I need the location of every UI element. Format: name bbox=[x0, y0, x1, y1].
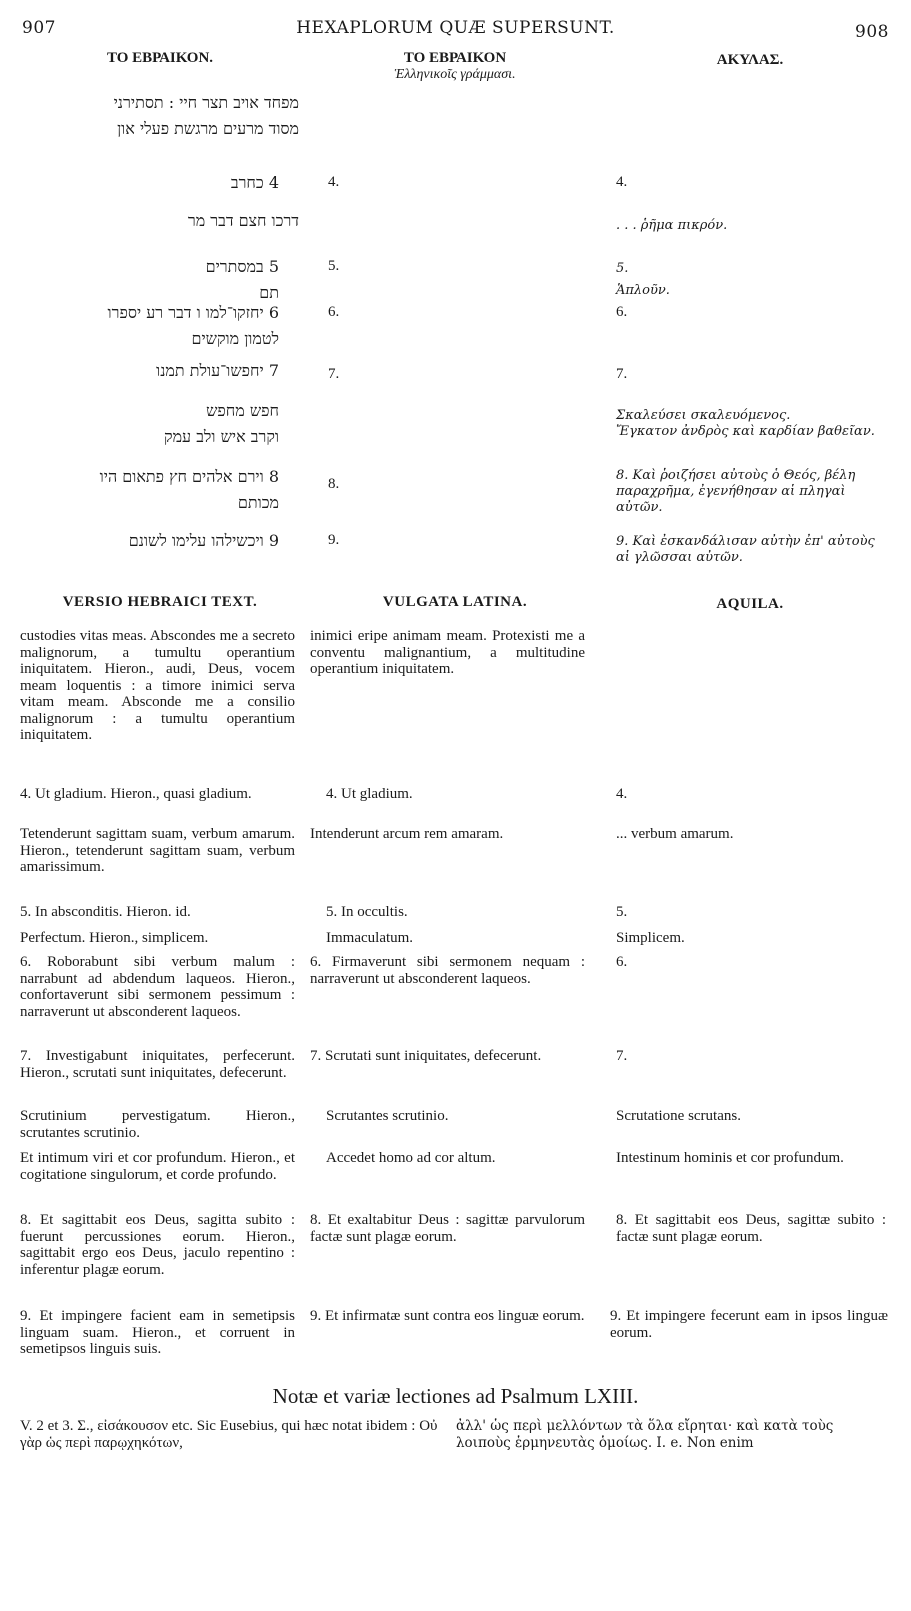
aquila-row-4: 5. bbox=[616, 904, 628, 920]
section-header-versio: VERSIO HEBRAICI TEXT. bbox=[62, 594, 258, 610]
verse-number-col2: 7. bbox=[328, 366, 340, 382]
verse-number-col3: 4. bbox=[616, 174, 628, 190]
hebrew-row-1: מפחד אויב תצר חיי : תסתירני מסוד מרעים מרגשת פעלי און bbox=[113, 93, 299, 138]
aquila-greek-row-4: 5. Ἁπλοῦν. bbox=[616, 261, 670, 298]
section-header-aquila: AQUILA. bbox=[716, 596, 784, 612]
verse-number-col2: 5. bbox=[328, 258, 340, 274]
aquila-row-10: 8. Et sagittabit eos Deus, sagittæ subito : factæ sunt plagæ eorum. bbox=[616, 1212, 886, 1245]
vulgata-row-7: 7. Scrutati sunt iniquitates, defecerunt. bbox=[310, 1048, 542, 1064]
vulgata-row-10: 8. Et exaltabitur Deus : sagittæ parvulorum factæ sunt plagæ eorum. bbox=[310, 1212, 585, 1245]
aquila-row-8: Scrutatione scrutans. bbox=[616, 1108, 741, 1124]
hebrew-row-4: 5 במסתרים תם bbox=[205, 257, 279, 302]
aquila-row-7: 7. bbox=[616, 1048, 628, 1064]
versio-row-11: 9. Et impingere facient eam in semetipsis linguam suam. Hieron., et corruent in semetipsos linguis suis. bbox=[20, 1308, 295, 1357]
vulgata-row-2: 4. Ut gladium. bbox=[326, 786, 413, 802]
vulgata-row-9: Accedet homo ad cor altum. bbox=[326, 1150, 496, 1166]
verse-number-col2: 8. bbox=[328, 476, 340, 492]
vulgata-row-5: Immaculatum. bbox=[326, 930, 414, 946]
vulgata-row-3: Intenderunt arcum rem amaram. bbox=[310, 826, 504, 842]
hebrew-row-9: 9 ויכשילהו עלימו לשונם bbox=[128, 531, 279, 550]
verse-number-col3: 6. bbox=[616, 304, 628, 320]
aquila-row-6: 6. bbox=[616, 954, 628, 970]
page-number-right: 908 bbox=[855, 22, 889, 42]
aquila-greek-row-3: . . . ῥῆμα πικρόν. bbox=[616, 218, 728, 233]
column-header-hebrew-greek bbox=[320, 50, 590, 83]
aquila-row-5: Simplicem. bbox=[616, 930, 685, 946]
column-header-aquila: ΑΚΥΛΑΣ. bbox=[716, 52, 784, 68]
page-number-left: 907 bbox=[22, 18, 56, 38]
versio-row-10: 8. Et sagittabit eos Deus, sagitta subito : fuerunt percussiones eorum. Hieron., sagittabit ergo eos Deus, jaculo repentino : inferentur plagæ eorum. bbox=[20, 1212, 295, 1278]
column-header-hebrew: ΤΟ ΕΒΡΑΙΚΟΝ. bbox=[106, 50, 214, 66]
versio-row-7: 7. Investigabunt iniquitates, perfecerunt. Hieron., scrutati sunt iniquitates, defecerunt. bbox=[20, 1048, 295, 1081]
section-header-vulgata: VULGATA LATINA. bbox=[382, 594, 528, 610]
verse-number-col2: 6. bbox=[328, 304, 340, 320]
aquila-greek-row-8: 8. Καὶ ῥοιζήσει αὐτοὺς ὁ Θεός, βέλη παραχρῆμα, ἐγενήθησαν αἱ πληγαὶ αὐτῶν. bbox=[616, 468, 856, 515]
aquila-row-11: 9. Et impingere fecerunt eam in ipsos linguæ eorum. bbox=[610, 1308, 888, 1341]
verse-number-col2: 9. bbox=[328, 532, 340, 548]
hebrew-row-6: 7 יחפשו־עולת תמנו bbox=[156, 361, 279, 380]
vulgata-row-11: 9. Et infirmatæ sunt contra eos linguæ eorum. bbox=[310, 1308, 585, 1324]
hebrew-row-7: חפש מחפש וקרב איש ולב עמק bbox=[164, 401, 279, 446]
aquila-row-3: ... verbum amarum. bbox=[616, 826, 734, 842]
versio-row-8: Scrutinium pervestigatum. Hieron., scrutantes scrutinio. bbox=[20, 1108, 295, 1141]
column-header-hebrew-greek-sub: Ἑλληνικοῖς γράμμασι. bbox=[394, 67, 516, 82]
vulgata-row-1: inimici eripe animam meam. Protexisti me a conventu malignantium, a multitudine operantium iniquitatem. bbox=[310, 628, 585, 677]
hebrew-row-2: 4 כחרב bbox=[230, 173, 279, 192]
aquila-row-2: 4. bbox=[616, 786, 628, 802]
notes-right-column: ἀλλ' ὡς περὶ μελλόντων τὰ ὅλα εἴρηται· καὶ κατὰ τοὺς λοιποὺς ἑρμηνευτὰς ὁμοίως. I. e. Non enim bbox=[456, 1418, 834, 1451]
aquila-row-9: Intestinum hominis et cor profundum. bbox=[616, 1150, 844, 1166]
versio-row-3: Tetenderunt sagittam suam, verbum amarum. Hieron., tetenderunt sagittam suam, verbum amarissimum. bbox=[20, 826, 295, 875]
vulgata-row-8: Scrutantes scrutinio. bbox=[326, 1108, 449, 1124]
versio-row-1: custodies vitas meas. Abscondes me a secreto malignorum, a tumultu operantium iniquitatem. Hieron., audi, Deus, vocem meam loquentis : a timore inimici serva vitam meam. Absconde me a consilio malignorum : a tumultu operantium iniquitatem. bbox=[20, 628, 295, 743]
aquila-greek-row-7: Σκαλεύσει σκαλευόμενος. Ἔγκατον ἀνδρὸς καὶ καρδίαν βαθεῖαν. bbox=[616, 408, 875, 439]
versio-row-2: 4. Ut gladium. Hieron., quasi gladium. bbox=[20, 786, 252, 802]
aquila-greek-row-9: 9. Καὶ ἐσκανδάλισαν αὐτὴν ἐπ' αὐτοὺς αἱ γλῶσσαι αὐτῶν. bbox=[616, 534, 875, 565]
column-header-hebrew-greek-title: ΤΟ ΕΒΡΑΙΚΟΝ bbox=[403, 50, 507, 66]
hebrew-row-3: דרכו חצם דבר מר bbox=[187, 211, 299, 230]
versio-row-4: 5. In absconditis. Hieron. id. bbox=[20, 904, 191, 920]
vulgata-row-6: 6. Firmaverunt sibi sermonem nequam : narraverunt ut absconderent laqueos. bbox=[310, 954, 585, 987]
vulgata-row-4: 5. In occultis. bbox=[326, 904, 408, 920]
notes-title: Notæ et variæ lectiones ad Psalmum LXIII. bbox=[272, 1384, 639, 1408]
versio-row-9: Et intimum viri et cor profundum. Hieron., et cogitatione singulorum, et corde profundo. bbox=[20, 1150, 295, 1183]
hebrew-row-8: 8 וירם אלהים חץ פתאום היו מכותם bbox=[99, 467, 279, 512]
versio-row-5: Perfectum. Hieron., simplicem. bbox=[20, 930, 209, 946]
verse-number-col3: 7. bbox=[616, 366, 628, 382]
hebrew-row-5: 6 יחזקו־למו ו דבר רע יספרו לטמון מוקשים bbox=[107, 303, 279, 348]
running-title: HEXAPLORUM QUÆ SUPERSUNT. bbox=[296, 18, 615, 38]
verse-number-col2: 4. bbox=[328, 174, 340, 190]
notes-left-column: V. 2 et 3. Σ., εἰσάκουσον etc. Sic Eusebius, qui hæc notat ibidem : Οὐ γὰρ ὡς περὶ παρῳχηκότων, bbox=[20, 1418, 438, 1451]
versio-row-6: 6. Roborabunt sibi verbum malum : narrabunt ad abdendum laqueos. Hieron., confortaverunt sibi sermonem pessimum : narraverunt ut absconderent laqueos. bbox=[20, 954, 295, 1020]
